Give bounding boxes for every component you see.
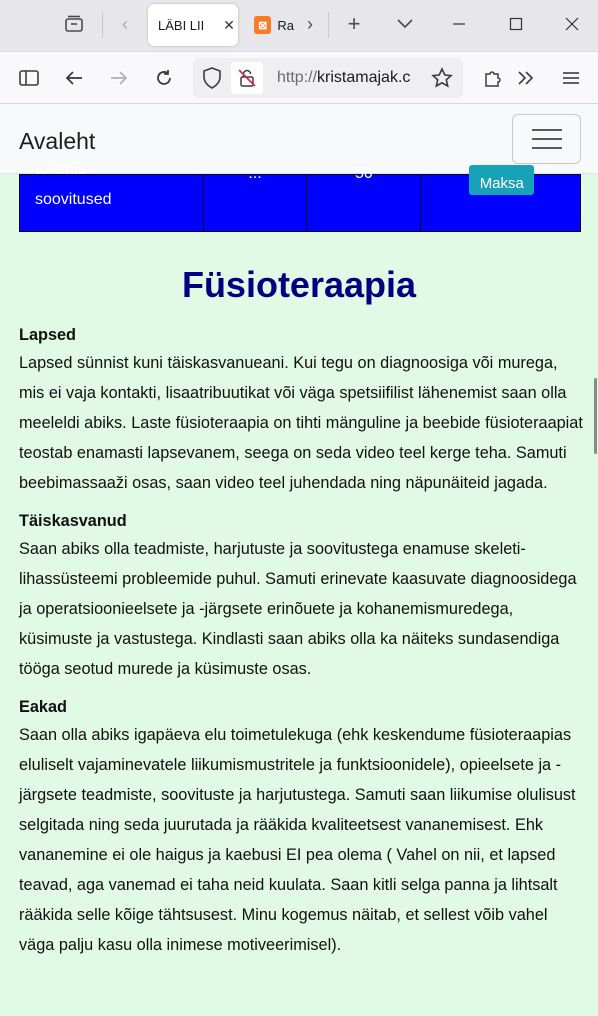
table-cell-duration <box>203 165 307 232</box>
extensions-icon[interactable] <box>480 66 504 90</box>
service-line1: tulemis- <box>35 161 92 178</box>
toggler-bar <box>532 147 562 149</box>
browser-nav-bar <box>0 52 598 104</box>
tab-active[interactable] <box>148 4 238 46</box>
chevron-down-icon[interactable] <box>393 12 417 36</box>
table-cell-service <box>20 161 204 232</box>
block-text-children: Lapsed sünnist kuni täiskasvanueani. Kui tegu on diagnoosiga või murega, mis ei vaja kontakti, lisaatribuutikat või väga spetsiifilist lähenemist saan olla meeleldi abiks. Laste füsioteraapia on tihti mänguline ja beebide füsioteraapiat teostab enamasti lapsevanem, seega on seda video teel kerge teha. Samuti beebimassaaži osas, saan video teel juhendada ning näpunäiteid jagada. <box>19 354 583 492</box>
tab-overview-icon[interactable] <box>62 12 86 36</box>
sidebar-icon[interactable] <box>17 66 41 90</box>
minimize-icon[interactable] <box>447 12 471 36</box>
block-heading-elderly: Eakad <box>19 698 67 716</box>
window-close-icon[interactable] <box>560 12 584 36</box>
new-tab-icon[interactable]: + <box>347 11 361 36</box>
service-line2: soovitused <box>35 191 112 208</box>
forward-arrow-icon[interactable] <box>107 66 131 90</box>
shield-icon[interactable] <box>202 67 222 94</box>
xampp-icon: ⊠ <box>254 16 271 34</box>
tab-second[interactable] <box>250 4 294 46</box>
url-protocol: http:// <box>277 69 318 86</box>
pay-button[interactable]: Maksa <box>469 165 534 195</box>
reload-icon[interactable] <box>152 66 176 90</box>
url-bar[interactable] <box>193 58 463 98</box>
brand-link[interactable]: Avaleht <box>19 128 96 154</box>
block-heading-adults: Täiskasvanud <box>19 512 127 530</box>
block-text-adults: Saan abiks olla teadmiste, harjutuste ja soovitustega enamuse skeleti-lihassüsteemi probleemide puhul. Samuti erinevate kaasuvate diagnoosidega ja operatsioonieelsete ja -järgsete erinõuete ja kohanemismuredega, küsimuste ja vastustega. Kindlasti saan abiks olla ka näiteks sundasendiga tööga seotud murede ja küsimuste osas. <box>19 540 577 678</box>
url-host: kristamajak.c <box>317 69 411 86</box>
toggler-bar <box>532 129 562 131</box>
tab-second-title: Ra <box>277 17 294 33</box>
scroll-tabs-left-icon[interactable]: ‹ <box>122 13 128 34</box>
table-cell-pay <box>421 175 581 232</box>
scrollbar-thumb[interactable] <box>594 378 597 454</box>
url-text[interactable] <box>277 69 423 87</box>
close-icon[interactable]: ✕ <box>223 16 235 33</box>
block-text-elderly: Saan olla abiks igapäeva elu toimetulekuga (ehk keskendume füsioteraapias eluliselt vajaminevatele liikumismustritele ja funktsioonidele), opieelsete ja -järgsete teadmiste, soovituste ja harjutustega. Samuti saan liikumise olulisust selgitada ning seda juurutada ja rääkida kvaliteetsest vananemisest. Ehk vananemine ei ole haigus ja kaebusi EI pea olema ( Vahel on nii, et lapsed teavad, aga vanemad ei taha neid kuulata. Saan kitli selga panna ja lihtsalt rääkida selle kõige tähtsusest. Minu kogemus näitab, et sellest võib vahel väga palju kasu olla inimese motiveerimisel). <box>19 726 576 954</box>
tab-active-title: LÄBI LII <box>158 17 205 33</box>
price-table <box>19 161 581 232</box>
hamburger-menu-icon[interactable] <box>559 66 583 90</box>
tab-divider <box>102 12 103 38</box>
maximize-icon[interactable] <box>504 12 528 36</box>
section-title: Füsioteraapia <box>181 264 417 305</box>
scroll-tabs-right-icon[interactable]: › <box>307 13 313 34</box>
insecure-lock-icon[interactable] <box>231 62 263 94</box>
table-row <box>20 175 581 232</box>
table-cell-price <box>307 165 421 232</box>
section-content <box>19 322 583 970</box>
duration-text: ... <box>248 165 262 182</box>
back-arrow-icon[interactable] <box>62 66 86 90</box>
block-heading-children: Lapsed <box>19 326 77 344</box>
toggler-bar <box>532 138 562 140</box>
price-text: 50 <box>354 165 373 182</box>
browser-tab-bar <box>0 0 598 52</box>
overflow-chevrons-icon[interactable] <box>514 66 538 90</box>
navbar-toggler-button[interactable] <box>512 114 581 164</box>
tab-divider <box>328 12 329 38</box>
bookmark-star-icon[interactable] <box>431 67 453 94</box>
